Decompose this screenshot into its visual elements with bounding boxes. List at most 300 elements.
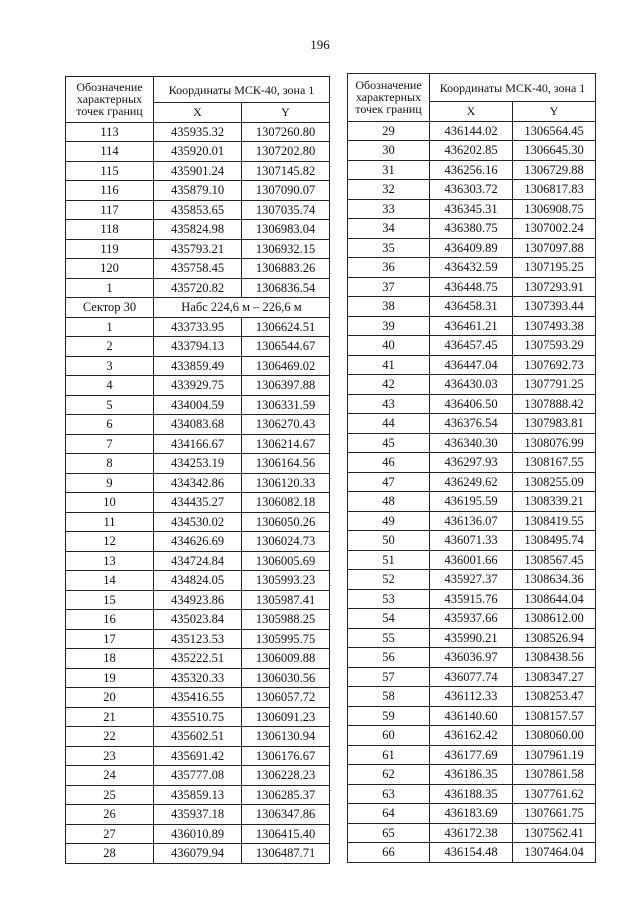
x-coordinate-cell: 433859.49 [154,356,242,376]
point-id-cell: 15 [66,590,154,610]
y-coordinate-cell: 1306091.23 [242,707,330,727]
table-row [66,181,330,201]
point-id-cell: 63 [348,784,430,804]
table-row [348,648,596,668]
x-coordinate-cell: 436457.45 [430,336,513,356]
x-coordinate-cell: 435691.42 [154,746,242,766]
y-coordinate-cell: 1308157.57 [513,706,596,726]
y-coordinate-cell: 1307493.38 [513,316,596,336]
table-row [66,688,330,708]
point-id-cell: 1 [66,278,154,298]
y-coordinate-cell: 1306228.23 [242,766,330,786]
header-coordinates: Координаты МСК-40, зона 1 [154,77,330,103]
y-coordinate-cell: 1306030.56 [242,668,330,688]
x-coordinate-cell: 433794.13 [154,337,242,357]
point-id-cell: 2 [66,337,154,357]
x-coordinate-cell: 436079.94 [154,844,242,864]
point-id-cell: 119 [66,239,154,259]
y-coordinate-cell: 1305987.41 [242,590,330,610]
table-row [66,824,330,844]
header-x: X [430,102,513,122]
table-row [66,805,330,825]
point-id-cell: 6 [66,415,154,435]
table-row [66,122,330,142]
table-row [348,355,596,375]
y-coordinate-cell: 1306009.88 [242,649,330,669]
y-coordinate-cell: 1308526.94 [513,628,596,648]
table-row [66,707,330,727]
point-id-cell: 120 [66,259,154,279]
page-number: 196 [310,37,330,52]
y-coordinate-cell: 1307002.24 [513,219,596,239]
point-id-cell: 55 [348,628,430,648]
point-id-cell: 40 [348,336,430,356]
table-row [66,142,330,162]
sector-height-cell: Набс 224,6 м – 226,6 м [154,298,330,318]
point-id-cell: 50 [348,531,430,551]
x-coordinate-cell: 433733.95 [154,317,242,337]
point-id-cell: 23 [66,746,154,766]
x-coordinate-cell: 436154.48 [430,843,513,863]
table-row [348,433,596,453]
y-coordinate-cell: 1306645.30 [513,141,596,161]
point-id-cell: 17 [66,629,154,649]
x-coordinate-cell: 435937.66 [430,609,513,629]
y-coordinate-cell: 1308167.55 [513,453,596,473]
x-coordinate-cell: 436432.59 [430,258,513,278]
y-coordinate-cell: 1308339.21 [513,492,596,512]
y-coordinate-cell: 1307195.25 [513,258,596,278]
x-coordinate-cell: 436380.75 [430,219,513,239]
table-row [348,823,596,843]
y-coordinate-cell: 1306347.86 [242,805,330,825]
point-id-cell: 52 [348,570,430,590]
table-row [348,219,596,239]
x-coordinate-cell: 436188.35 [430,784,513,804]
y-coordinate-cell: 1308419.55 [513,511,596,531]
x-coordinate-cell: 435758.45 [154,259,242,279]
table-row [348,199,596,219]
point-id-cell: 115 [66,161,154,181]
y-coordinate-cell: 1306285.37 [242,785,330,805]
header-coordinates: Координаты МСК-40, зона 1 [430,74,596,102]
point-id-cell: 14 [66,571,154,591]
table-row [66,766,330,786]
point-id-cell: 18 [66,649,154,669]
table-row [348,765,596,785]
table-row [66,785,330,805]
point-id-cell: 38 [348,297,430,317]
x-coordinate-cell: 435320.33 [154,668,242,688]
x-coordinate-cell: 435937.18 [154,805,242,825]
table-row [348,531,596,551]
x-coordinate-cell: 436458.31 [430,297,513,317]
table-row [348,258,596,278]
x-coordinate-cell: 436144.02 [430,121,513,141]
point-id-cell: 57 [348,667,430,687]
x-coordinate-cell: 435023.84 [154,610,242,630]
y-coordinate-cell: 1306024.73 [242,532,330,552]
table-row [66,200,330,220]
y-coordinate-cell: 1306836.54 [242,278,330,298]
y-coordinate-cell: 1307692.73 [513,355,596,375]
x-coordinate-cell: 435927.37 [430,570,513,590]
point-id-cell: 29 [348,121,430,141]
table-row [66,220,330,240]
x-coordinate-cell: 436136.07 [430,511,513,531]
y-coordinate-cell: 1306164.56 [242,454,330,474]
table-row [348,160,596,180]
table-row [66,317,330,337]
point-id-cell: 60 [348,726,430,746]
y-coordinate-cell: 1306057.72 [242,688,330,708]
point-id-cell: 25 [66,785,154,805]
table-body-left [66,122,330,863]
table-row [348,472,596,492]
table-row [66,629,330,649]
table-row [66,337,330,357]
point-id-cell: 4 [66,376,154,396]
point-id-cell: 3 [66,356,154,376]
x-coordinate-cell: 435901.24 [154,161,242,181]
y-coordinate-cell: 1306120.33 [242,473,330,493]
table-row [348,726,596,746]
point-id-cell: 32 [348,180,430,200]
point-id-cell: 53 [348,589,430,609]
table-row [66,493,330,513]
table-row [348,453,596,473]
x-coordinate-cell: 436195.59 [430,492,513,512]
point-id-cell: 58 [348,687,430,707]
point-id-cell: 113 [66,122,154,142]
x-coordinate-cell: 434342.86 [154,473,242,493]
x-coordinate-cell: 436409.89 [430,238,513,258]
x-coordinate-cell: 436183.69 [430,804,513,824]
point-id-cell: 9 [66,473,154,493]
x-coordinate-cell: 435416.55 [154,688,242,708]
y-coordinate-cell: 1308347.27 [513,667,596,687]
header-point-label: Обозначение характерных точек границ [348,74,430,122]
y-coordinate-cell: 1307097.88 [513,238,596,258]
x-coordinate-cell: 434166.67 [154,434,242,454]
point-id-cell: 20 [66,688,154,708]
point-id-cell: 66 [348,843,430,863]
y-coordinate-cell: 1307293.91 [513,277,596,297]
y-coordinate-cell: 1306270.43 [242,415,330,435]
y-coordinate-cell: 1307593.29 [513,336,596,356]
table-row [348,414,596,434]
table-row [348,297,596,317]
x-coordinate-cell: 435920.01 [154,142,242,162]
point-id-cell: 59 [348,706,430,726]
y-coordinate-cell: 1307035.74 [242,200,330,220]
y-coordinate-cell: 1307983.81 [513,414,596,434]
point-id-cell: 39 [348,316,430,336]
point-id-cell: 5 [66,395,154,415]
x-coordinate-cell: 436256.16 [430,160,513,180]
x-coordinate-cell: 434923.86 [154,590,242,610]
y-coordinate-cell: 1308644.04 [513,589,596,609]
table-row [66,376,330,396]
x-coordinate-cell: 436140.60 [430,706,513,726]
y-coordinate-cell: 1307260.80 [242,122,330,142]
x-coordinate-cell: 436112.33 [430,687,513,707]
y-coordinate-cell: 1306544.67 [242,337,330,357]
y-coordinate-cell: 1306883.26 [242,259,330,279]
x-coordinate-cell: 435915.76 [430,589,513,609]
table-row [348,706,596,726]
point-id-cell: 12 [66,532,154,552]
y-coordinate-cell: 1306932.15 [242,239,330,259]
x-coordinate-cell: 436303.72 [430,180,513,200]
table-row [348,277,596,297]
x-coordinate-cell: 435123.53 [154,629,242,649]
y-coordinate-cell: 1306983.04 [242,220,330,240]
x-coordinate-cell: 436406.50 [430,394,513,414]
point-id-cell: 65 [348,823,430,843]
y-coordinate-cell: 1307145.82 [242,161,330,181]
table-row [348,492,596,512]
y-coordinate-cell: 1306415.40 [242,824,330,844]
point-id-cell: 35 [348,238,430,258]
x-coordinate-cell: 436077.74 [430,667,513,687]
coordinates-table-right [347,73,596,863]
y-coordinate-cell: 1306487.71 [242,844,330,864]
point-id-cell: 21 [66,707,154,727]
x-coordinate-cell: 434004.59 [154,395,242,415]
y-coordinate-cell: 1308060.00 [513,726,596,746]
table-row [66,278,330,298]
point-id-cell: 45 [348,433,430,453]
table-row [348,141,596,161]
x-coordinate-cell: 433929.75 [154,376,242,396]
x-coordinate-cell: 436071.33 [430,531,513,551]
x-coordinate-cell: 436345.31 [430,199,513,219]
point-id-cell: 43 [348,394,430,414]
point-id-cell: 54 [348,609,430,629]
x-coordinate-cell: 436448.75 [430,277,513,297]
x-coordinate-cell: 436297.93 [430,453,513,473]
y-coordinate-cell: 1306050.26 [242,512,330,532]
point-id-cell: 28 [66,844,154,864]
y-coordinate-cell: 1308253.47 [513,687,596,707]
y-coordinate-cell: 1306130.94 [242,727,330,747]
point-id-cell: 37 [348,277,430,297]
y-coordinate-cell: 1306082.18 [242,493,330,513]
y-coordinate-cell: 1305995.75 [242,629,330,649]
table-row [348,121,596,141]
table-row [66,649,330,669]
y-coordinate-cell: 1308438.56 [513,648,596,668]
x-coordinate-cell: 436340.30 [430,433,513,453]
point-id-cell: 22 [66,727,154,747]
table-row [66,512,330,532]
y-coordinate-cell: 1307090.07 [242,181,330,201]
y-coordinate-cell: 1308076.99 [513,433,596,453]
header-x: X [154,103,242,123]
table-row [348,843,596,863]
table-row [66,259,330,279]
table-row [66,161,330,181]
x-coordinate-cell: 434253.19 [154,454,242,474]
x-coordinate-cell: 434435.27 [154,493,242,513]
point-id-cell: 34 [348,219,430,239]
y-coordinate-cell: 1307202.80 [242,142,330,162]
table-row [66,454,330,474]
x-coordinate-cell: 435720.82 [154,278,242,298]
point-id-cell: 62 [348,765,430,785]
x-coordinate-cell: 434626.69 [154,532,242,552]
y-coordinate-cell: 1308495.74 [513,531,596,551]
point-id-cell: 36 [348,258,430,278]
table-row [348,784,596,804]
point-id-cell: 117 [66,200,154,220]
table-row [348,609,596,629]
table-row [66,610,330,630]
point-id-cell: 30 [348,141,430,161]
point-id-cell: 31 [348,160,430,180]
header-y: Y [242,103,330,123]
x-coordinate-cell: 435859.13 [154,785,242,805]
point-id-cell: 64 [348,804,430,824]
table-row [66,473,330,493]
point-id-cell: 48 [348,492,430,512]
x-coordinate-cell: 436186.35 [430,765,513,785]
x-coordinate-cell: 436036.97 [430,648,513,668]
y-coordinate-cell: 1306817.83 [513,180,596,200]
table-row [66,746,330,766]
y-coordinate-cell: 1307393.44 [513,297,596,317]
x-coordinate-cell: 435853.65 [154,200,242,220]
table-row [348,550,596,570]
y-coordinate-cell: 1307661.75 [513,804,596,824]
x-coordinate-cell: 435777.08 [154,766,242,786]
point-id-cell: 24 [66,766,154,786]
x-coordinate-cell: 434824.05 [154,571,242,591]
point-id-cell: 16 [66,610,154,630]
y-coordinate-cell: 1306005.69 [242,551,330,571]
point-id-cell: 42 [348,375,430,395]
point-id-cell: 114 [66,142,154,162]
point-id-cell: Сектор 30 [66,298,154,318]
point-id-cell: 33 [348,199,430,219]
table-body-right [348,121,596,862]
point-id-cell: 56 [348,648,430,668]
point-id-cell: 116 [66,181,154,201]
y-coordinate-cell: 1307464.04 [513,843,596,863]
point-id-cell: 27 [66,824,154,844]
point-id-cell: 41 [348,355,430,375]
y-coordinate-cell: 1306397.88 [242,376,330,396]
x-coordinate-cell: 436162.42 [430,726,513,746]
x-coordinate-cell: 435510.75 [154,707,242,727]
y-coordinate-cell: 1307761.62 [513,784,596,804]
point-id-cell: 1 [66,317,154,337]
point-id-cell: 10 [66,493,154,513]
x-coordinate-cell: 436202.85 [430,141,513,161]
y-coordinate-cell: 1306331.59 [242,395,330,415]
y-coordinate-cell: 1307961.19 [513,745,596,765]
table-row [348,316,596,336]
table-row [66,844,330,864]
point-id-cell: 61 [348,745,430,765]
y-coordinate-cell: 1306564.45 [513,121,596,141]
table-row [348,687,596,707]
table-row [66,356,330,376]
x-coordinate-cell: 434530.02 [154,512,242,532]
point-id-cell: 8 [66,454,154,474]
y-coordinate-cell: 1307861.58 [513,765,596,785]
y-coordinate-cell: 1306624.51 [242,317,330,337]
x-coordinate-cell: 436172.38 [430,823,513,843]
table-row [66,571,330,591]
x-coordinate-cell: 435222.51 [154,649,242,669]
x-coordinate-cell: 435824.98 [154,220,242,240]
x-coordinate-cell: 436249.62 [430,472,513,492]
point-id-cell: 19 [66,668,154,688]
table-row [348,511,596,531]
coordinates-table-left [65,76,330,864]
table-row [348,570,596,590]
x-coordinate-cell: 436177.69 [430,745,513,765]
table-row [66,434,330,454]
y-coordinate-cell: 1308612.00 [513,609,596,629]
table-row [348,667,596,687]
table-row [348,238,596,258]
table-row [66,551,330,571]
header-y: Y [513,102,596,122]
table-row [66,239,330,259]
x-coordinate-cell: 434083.68 [154,415,242,435]
point-id-cell: 46 [348,453,430,473]
x-coordinate-cell: 435793.21 [154,239,242,259]
y-coordinate-cell: 1307562.41 [513,823,596,843]
y-coordinate-cell: 1308567.45 [513,550,596,570]
point-id-cell: 47 [348,472,430,492]
table-row [66,727,330,747]
x-coordinate-cell: 436001.66 [430,550,513,570]
y-coordinate-cell: 1306469.02 [242,356,330,376]
x-coordinate-cell: 435990.21 [430,628,513,648]
y-coordinate-cell: 1308255.09 [513,472,596,492]
table-row [348,336,596,356]
table-row [66,532,330,552]
point-id-cell: 51 [348,550,430,570]
point-id-cell: 118 [66,220,154,240]
x-coordinate-cell: 435602.51 [154,727,242,747]
point-id-cell: 44 [348,414,430,434]
y-coordinate-cell: 1307888.42 [513,394,596,414]
x-coordinate-cell: 436010.89 [154,824,242,844]
table-row [348,804,596,824]
y-coordinate-cell: 1306908.75 [513,199,596,219]
x-coordinate-cell: 434724.84 [154,551,242,571]
y-coordinate-cell: 1306729.88 [513,160,596,180]
table-row [348,375,596,395]
x-coordinate-cell: 436376.54 [430,414,513,434]
y-coordinate-cell: 1305988.25 [242,610,330,630]
header-point-label: Обозначение характерных точек границ [66,77,154,123]
x-coordinate-cell: 435879.10 [154,181,242,201]
x-coordinate-cell: 436430.03 [430,375,513,395]
y-coordinate-cell: 1306176.67 [242,746,330,766]
point-id-cell: 13 [66,551,154,571]
point-id-cell: 11 [66,512,154,532]
x-coordinate-cell: 436461.21 [430,316,513,336]
point-id-cell: 26 [66,805,154,825]
table-row [66,590,330,610]
table-row [66,298,330,318]
